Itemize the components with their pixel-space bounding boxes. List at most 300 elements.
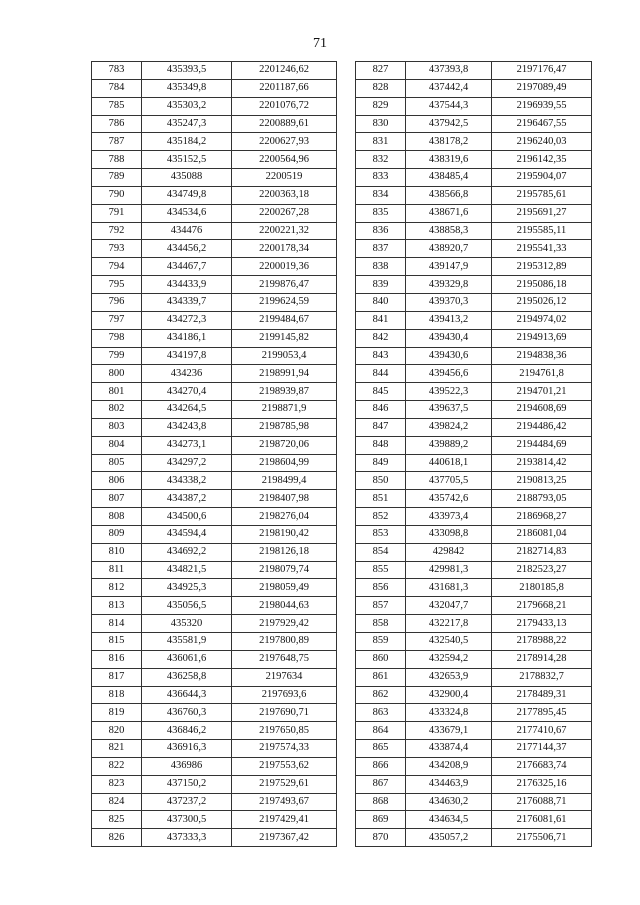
x-coordinate-cell: 429981,3 <box>406 561 492 579</box>
x-coordinate-cell: 437442,4 <box>406 79 492 97</box>
point-number-cell: 805 <box>92 454 142 472</box>
y-coordinate-cell: 2197089,49 <box>492 79 592 97</box>
point-number-cell: 803 <box>92 418 142 436</box>
point-number-cell: 857 <box>356 597 406 615</box>
page-number: 71 <box>313 36 327 51</box>
y-coordinate-cell: 2198059,49 <box>232 579 337 597</box>
x-coordinate-cell: 434186,1 <box>142 329 232 347</box>
x-coordinate-cell: 434272,3 <box>142 311 232 329</box>
y-coordinate-cell: 2188793,05 <box>492 490 592 508</box>
point-number-cell: 856 <box>356 579 406 597</box>
table-row <box>356 811 592 829</box>
y-coordinate-cell: 2186968,27 <box>492 508 592 526</box>
x-coordinate-cell: 432540,5 <box>406 633 492 651</box>
x-coordinate-cell: 434273,1 <box>142 436 232 454</box>
table-row <box>356 186 592 204</box>
x-coordinate-cell: 434534,6 <box>142 204 232 222</box>
point-number-cell: 797 <box>92 311 142 329</box>
point-number-cell: 816 <box>92 650 142 668</box>
x-coordinate-cell: 432217,8 <box>406 615 492 633</box>
point-number-cell: 799 <box>92 347 142 365</box>
table-row <box>92 650 337 668</box>
table-row <box>92 115 337 133</box>
table-row <box>92 597 337 615</box>
point-number-cell: 848 <box>356 436 406 454</box>
table-row <box>92 829 337 847</box>
table-row <box>92 418 337 436</box>
y-coordinate-cell: 2198499,4 <box>232 472 337 490</box>
y-coordinate-cell: 2194974,02 <box>492 311 592 329</box>
point-number-cell: 829 <box>356 97 406 115</box>
point-number-cell: 869 <box>356 811 406 829</box>
point-number-cell: 850 <box>356 472 406 490</box>
y-coordinate-cell: 2186081,04 <box>492 525 592 543</box>
table-row <box>356 579 592 597</box>
y-coordinate-cell: 2197429,41 <box>232 811 337 829</box>
table-row <box>356 704 592 722</box>
y-coordinate-cell: 2195691,27 <box>492 204 592 222</box>
table-row <box>356 508 592 526</box>
y-coordinate-cell: 2195541,33 <box>492 240 592 258</box>
table-row <box>356 401 592 419</box>
x-coordinate-cell: 435349,8 <box>142 79 232 97</box>
table-row <box>356 454 592 472</box>
x-coordinate-cell: 434821,5 <box>142 561 232 579</box>
x-coordinate-cell: 434264,5 <box>142 401 232 419</box>
y-coordinate-cell: 2197553,62 <box>232 757 337 775</box>
table-row <box>356 472 592 490</box>
table-row <box>92 311 337 329</box>
x-coordinate-cell: 434243,8 <box>142 418 232 436</box>
table-row <box>92 668 337 686</box>
point-number-cell: 788 <box>92 151 142 169</box>
point-number-cell: 851 <box>356 490 406 508</box>
table-row <box>356 436 592 454</box>
point-number-cell: 802 <box>92 401 142 419</box>
table-row <box>92 525 337 543</box>
table-row <box>356 383 592 401</box>
y-coordinate-cell: 2178832,7 <box>492 668 592 686</box>
table-row <box>356 204 592 222</box>
table-row <box>356 240 592 258</box>
table-row <box>356 347 592 365</box>
y-coordinate-cell: 2197367,42 <box>232 829 337 847</box>
table-row <box>92 151 337 169</box>
point-number-cell: 818 <box>92 686 142 704</box>
x-coordinate-cell: 435581,9 <box>142 633 232 651</box>
y-coordinate-cell: 2194761,8 <box>492 365 592 383</box>
y-coordinate-cell: 2200363,18 <box>232 186 337 204</box>
x-coordinate-cell: 434925,3 <box>142 579 232 597</box>
table-row <box>356 133 592 151</box>
y-coordinate-cell: 2200564,96 <box>232 151 337 169</box>
x-coordinate-cell: 432900,4 <box>406 686 492 704</box>
y-coordinate-cell: 2201246,62 <box>232 62 337 80</box>
y-coordinate-cell: 2179668,21 <box>492 597 592 615</box>
x-coordinate-cell: 439637,5 <box>406 401 492 419</box>
y-coordinate-cell: 2195785,61 <box>492 186 592 204</box>
table-row <box>92 633 337 651</box>
x-coordinate-cell: 437393,8 <box>406 62 492 80</box>
point-number-cell: 863 <box>356 704 406 722</box>
point-number-cell: 846 <box>356 401 406 419</box>
y-coordinate-cell: 2197529,61 <box>232 775 337 793</box>
table-row <box>92 186 337 204</box>
point-number-cell: 796 <box>92 293 142 311</box>
table-row <box>92 543 337 561</box>
x-coordinate-cell: 439370,3 <box>406 293 492 311</box>
point-number-cell: 830 <box>356 115 406 133</box>
point-number-cell: 814 <box>92 615 142 633</box>
point-number-cell: 807 <box>92 490 142 508</box>
x-coordinate-cell: 439147,9 <box>406 258 492 276</box>
point-number-cell: 820 <box>92 722 142 740</box>
point-number-cell: 862 <box>356 686 406 704</box>
table-row <box>92 240 337 258</box>
x-coordinate-cell: 435742,6 <box>406 490 492 508</box>
point-number-cell: 783 <box>92 62 142 80</box>
x-coordinate-cell: 438178,2 <box>406 133 492 151</box>
y-coordinate-cell: 2193814,42 <box>492 454 592 472</box>
x-coordinate-cell: 434476 <box>142 222 232 240</box>
point-number-cell: 817 <box>92 668 142 686</box>
x-coordinate-cell: 435056,5 <box>142 597 232 615</box>
x-coordinate-cell: 437942,5 <box>406 115 492 133</box>
x-coordinate-cell: 435247,3 <box>142 115 232 133</box>
y-coordinate-cell: 2176325,16 <box>492 775 592 793</box>
y-coordinate-cell: 2198126,18 <box>232 543 337 561</box>
x-coordinate-cell: 439413,2 <box>406 311 492 329</box>
table-row <box>356 62 592 80</box>
x-coordinate-cell: 436061,6 <box>142 650 232 668</box>
point-number-cell: 859 <box>356 633 406 651</box>
y-coordinate-cell: 2199484,67 <box>232 311 337 329</box>
y-coordinate-cell: 2178988,22 <box>492 633 592 651</box>
x-coordinate-cell: 434467,7 <box>142 258 232 276</box>
point-number-cell: 792 <box>92 222 142 240</box>
x-coordinate-cell: 435303,2 <box>142 97 232 115</box>
x-coordinate-cell: 438566,8 <box>406 186 492 204</box>
table-row <box>92 775 337 793</box>
table-row <box>92 740 337 758</box>
x-coordinate-cell: 439889,2 <box>406 436 492 454</box>
y-coordinate-cell: 2198604,99 <box>232 454 337 472</box>
x-coordinate-cell: 439824,2 <box>406 418 492 436</box>
y-coordinate-cell: 2197690,71 <box>232 704 337 722</box>
x-coordinate-cell: 434236 <box>142 365 232 383</box>
point-number-cell: 840 <box>356 293 406 311</box>
table-row <box>92 329 337 347</box>
x-coordinate-cell: 434594,4 <box>142 525 232 543</box>
y-coordinate-cell: 2198190,42 <box>232 525 337 543</box>
table-row <box>92 293 337 311</box>
point-number-cell: 827 <box>356 62 406 80</box>
y-coordinate-cell: 2197574,33 <box>232 740 337 758</box>
x-coordinate-cell: 434270,4 <box>142 383 232 401</box>
table-row <box>92 169 337 187</box>
table-row <box>356 775 592 793</box>
table-row <box>356 757 592 775</box>
x-coordinate-cell: 434387,2 <box>142 490 232 508</box>
y-coordinate-cell: 2201187,66 <box>232 79 337 97</box>
table-row <box>356 276 592 294</box>
y-coordinate-cell: 2194701,21 <box>492 383 592 401</box>
point-number-cell: 791 <box>92 204 142 222</box>
y-coordinate-cell: 2197634 <box>232 668 337 686</box>
y-coordinate-cell: 2177410,67 <box>492 722 592 740</box>
y-coordinate-cell: 2199624,59 <box>232 293 337 311</box>
x-coordinate-cell: 432047,7 <box>406 597 492 615</box>
x-coordinate-cell: 434630,2 <box>406 793 492 811</box>
table-row <box>92 704 337 722</box>
table-row <box>356 525 592 543</box>
y-coordinate-cell: 2197693,6 <box>232 686 337 704</box>
point-number-cell: 798 <box>92 329 142 347</box>
table-row <box>92 811 337 829</box>
y-coordinate-cell: 2177144,37 <box>492 740 592 758</box>
y-coordinate-cell: 2198991,94 <box>232 365 337 383</box>
point-number-cell: 793 <box>92 240 142 258</box>
y-coordinate-cell: 2197929,42 <box>232 615 337 633</box>
x-coordinate-cell: 435088 <box>142 169 232 187</box>
point-number-cell: 836 <box>356 222 406 240</box>
x-coordinate-cell: 437333,3 <box>142 829 232 847</box>
table-row <box>356 293 592 311</box>
table-row <box>92 686 337 704</box>
y-coordinate-cell: 2197800,89 <box>232 633 337 651</box>
x-coordinate-cell: 434749,8 <box>142 186 232 204</box>
table-row <box>356 650 592 668</box>
point-number-cell: 835 <box>356 204 406 222</box>
point-number-cell: 823 <box>92 775 142 793</box>
table-row <box>92 222 337 240</box>
y-coordinate-cell: 2200178,34 <box>232 240 337 258</box>
x-coordinate-cell: 435184,2 <box>142 133 232 151</box>
x-coordinate-cell: 432594,2 <box>406 650 492 668</box>
x-coordinate-cell: 439430,6 <box>406 347 492 365</box>
x-coordinate-cell: 436986 <box>142 757 232 775</box>
point-number-cell: 866 <box>356 757 406 775</box>
y-coordinate-cell: 2178489,31 <box>492 686 592 704</box>
point-number-cell: 870 <box>356 829 406 847</box>
point-number-cell: 849 <box>356 454 406 472</box>
x-coordinate-cell: 438485,4 <box>406 169 492 187</box>
table-row <box>356 615 592 633</box>
x-coordinate-cell: 437150,2 <box>142 775 232 793</box>
point-number-cell: 804 <box>92 436 142 454</box>
point-number-cell: 787 <box>92 133 142 151</box>
y-coordinate-cell: 2176081,61 <box>492 811 592 829</box>
point-number-cell: 785 <box>92 97 142 115</box>
point-number-cell: 810 <box>92 543 142 561</box>
x-coordinate-cell: 437300,5 <box>142 811 232 829</box>
table-row <box>92 508 337 526</box>
y-coordinate-cell: 2176088,71 <box>492 793 592 811</box>
y-coordinate-cell: 2199053,4 <box>232 347 337 365</box>
point-number-cell: 808 <box>92 508 142 526</box>
point-number-cell: 832 <box>356 151 406 169</box>
point-number-cell: 847 <box>356 418 406 436</box>
x-coordinate-cell: 435057,2 <box>406 829 492 847</box>
point-number-cell: 811 <box>92 561 142 579</box>
table-row <box>92 62 337 80</box>
table-row <box>356 793 592 811</box>
table-row <box>356 722 592 740</box>
y-coordinate-cell: 2200019,36 <box>232 258 337 276</box>
y-coordinate-cell: 2198407,98 <box>232 490 337 508</box>
table-row <box>92 722 337 740</box>
coordinates-table-left <box>91 61 337 847</box>
x-coordinate-cell: 436258,8 <box>142 668 232 686</box>
x-coordinate-cell: 434297,2 <box>142 454 232 472</box>
y-coordinate-cell: 2198044,63 <box>232 597 337 615</box>
table-row <box>92 757 337 775</box>
x-coordinate-cell: 434500,6 <box>142 508 232 526</box>
x-coordinate-cell: 434197,8 <box>142 347 232 365</box>
table-row <box>356 829 592 847</box>
y-coordinate-cell: 2198276,04 <box>232 508 337 526</box>
y-coordinate-cell: 2195585,11 <box>492 222 592 240</box>
y-coordinate-cell: 2194608,69 <box>492 401 592 419</box>
x-coordinate-cell: 433098,8 <box>406 525 492 543</box>
y-coordinate-cell: 2198785,98 <box>232 418 337 436</box>
y-coordinate-cell: 2196142,35 <box>492 151 592 169</box>
x-coordinate-cell: 439456,6 <box>406 365 492 383</box>
y-coordinate-cell: 2195904,07 <box>492 169 592 187</box>
table-row <box>356 740 592 758</box>
x-coordinate-cell: 434433,9 <box>142 276 232 294</box>
x-coordinate-cell: 439430,4 <box>406 329 492 347</box>
x-coordinate-cell: 434208,9 <box>406 757 492 775</box>
x-coordinate-cell: 436760,3 <box>142 704 232 722</box>
table-row <box>92 133 337 151</box>
x-coordinate-cell: 436846,2 <box>142 722 232 740</box>
table-row <box>92 79 337 97</box>
y-coordinate-cell: 2198079,74 <box>232 561 337 579</box>
point-number-cell: 822 <box>92 757 142 775</box>
table-row <box>356 365 592 383</box>
x-coordinate-cell: 437544,3 <box>406 97 492 115</box>
x-coordinate-cell: 433973,4 <box>406 508 492 526</box>
x-coordinate-cell: 435152,5 <box>142 151 232 169</box>
table-row <box>356 686 592 704</box>
table-row <box>356 329 592 347</box>
y-coordinate-cell: 2198720,06 <box>232 436 337 454</box>
x-coordinate-cell: 434339,7 <box>142 293 232 311</box>
table-row <box>356 79 592 97</box>
table-row <box>92 258 337 276</box>
table-row <box>356 490 592 508</box>
table-row <box>92 579 337 597</box>
y-coordinate-cell: 2194486,42 <box>492 418 592 436</box>
table-row <box>92 347 337 365</box>
y-coordinate-cell: 2190813,25 <box>492 472 592 490</box>
y-coordinate-cell: 2196467,55 <box>492 115 592 133</box>
point-number-cell: 795 <box>92 276 142 294</box>
x-coordinate-cell: 435393,5 <box>142 62 232 80</box>
point-number-cell: 860 <box>356 650 406 668</box>
x-coordinate-cell: 438920,7 <box>406 240 492 258</box>
table-row <box>92 490 337 508</box>
x-coordinate-cell: 438671,6 <box>406 204 492 222</box>
y-coordinate-cell: 2180185,8 <box>492 579 592 597</box>
table-row <box>92 561 337 579</box>
y-coordinate-cell: 2200519 <box>232 169 337 187</box>
table-row <box>92 793 337 811</box>
y-coordinate-cell: 2197648,75 <box>232 650 337 668</box>
y-coordinate-cell: 2194838,36 <box>492 347 592 365</box>
point-number-cell: 864 <box>356 722 406 740</box>
point-number-cell: 790 <box>92 186 142 204</box>
table-row <box>92 615 337 633</box>
point-number-cell: 855 <box>356 561 406 579</box>
y-coordinate-cell: 2197650,85 <box>232 722 337 740</box>
point-number-cell: 843 <box>356 347 406 365</box>
y-coordinate-cell: 2196939,55 <box>492 97 592 115</box>
point-number-cell: 852 <box>356 508 406 526</box>
table-row <box>356 169 592 187</box>
point-number-cell: 854 <box>356 543 406 561</box>
x-coordinate-cell: 438319,6 <box>406 151 492 169</box>
y-coordinate-cell: 2182714,83 <box>492 543 592 561</box>
point-number-cell: 845 <box>356 383 406 401</box>
x-coordinate-cell: 435320 <box>142 615 232 633</box>
point-number-cell: 809 <box>92 525 142 543</box>
point-number-cell: 867 <box>356 775 406 793</box>
y-coordinate-cell: 2195026,12 <box>492 293 592 311</box>
y-coordinate-cell: 2199145,82 <box>232 329 337 347</box>
point-number-cell: 839 <box>356 276 406 294</box>
y-coordinate-cell: 2182523,27 <box>492 561 592 579</box>
point-number-cell: 861 <box>356 668 406 686</box>
x-coordinate-cell: 438858,3 <box>406 222 492 240</box>
x-coordinate-cell: 434338,2 <box>142 472 232 490</box>
table-row <box>356 115 592 133</box>
y-coordinate-cell: 2198871,9 <box>232 401 337 419</box>
y-coordinate-cell: 2200221,32 <box>232 222 337 240</box>
table-row <box>92 97 337 115</box>
table-row <box>92 365 337 383</box>
point-number-cell: 800 <box>92 365 142 383</box>
point-number-cell: 789 <box>92 169 142 187</box>
y-coordinate-cell: 2176683,74 <box>492 757 592 775</box>
table-row <box>92 204 337 222</box>
point-number-cell: 801 <box>92 383 142 401</box>
y-coordinate-cell: 2200889,61 <box>232 115 337 133</box>
y-coordinate-cell: 2199876,47 <box>232 276 337 294</box>
point-number-cell: 828 <box>356 79 406 97</box>
point-number-cell: 865 <box>356 740 406 758</box>
point-number-cell: 813 <box>92 597 142 615</box>
point-number-cell: 842 <box>356 329 406 347</box>
x-coordinate-cell: 439522,3 <box>406 383 492 401</box>
point-number-cell: 838 <box>356 258 406 276</box>
x-coordinate-cell: 437237,2 <box>142 793 232 811</box>
y-coordinate-cell: 2201076,72 <box>232 97 337 115</box>
point-number-cell: 837 <box>356 240 406 258</box>
table-row <box>92 436 337 454</box>
y-coordinate-cell: 2195086,18 <box>492 276 592 294</box>
x-coordinate-cell: 434692,2 <box>142 543 232 561</box>
point-number-cell: 812 <box>92 579 142 597</box>
table-row <box>356 561 592 579</box>
point-number-cell: 858 <box>356 615 406 633</box>
x-coordinate-cell: 434463,9 <box>406 775 492 793</box>
point-number-cell: 833 <box>356 169 406 187</box>
x-coordinate-cell: 436916,3 <box>142 740 232 758</box>
x-coordinate-cell: 429842 <box>406 543 492 561</box>
x-coordinate-cell: 440618,1 <box>406 454 492 472</box>
